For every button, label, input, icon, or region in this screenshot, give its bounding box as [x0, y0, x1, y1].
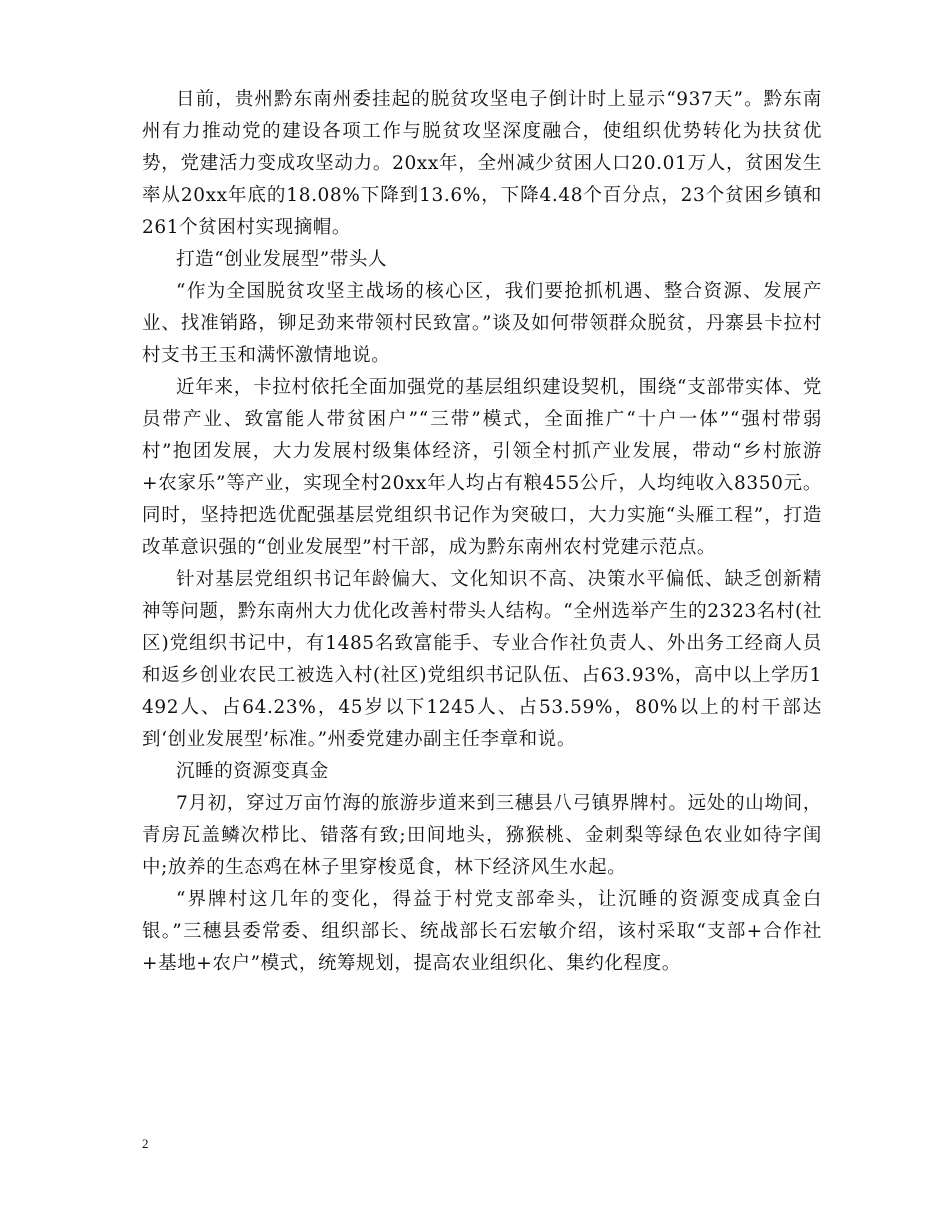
paragraph-kala-village: 近年来，卡拉村依托全面加强党的基层组织建设契机，围绕“支部带实体、党员带产业、致富能人带贫困户”“三带”模式，全面推广“十户一体”“强村带弱村”抱团发展，大力发展村级集体经济，引领全村抓产业发展，带动“乡村旅游+农家乐”等产业，实现全村20xx年人均占有粮455公斤，人均纯收入8350元。同时，坚持把选优配强基层党组织书记作为突破口，大力实施“头雁工程”，打造改革意识强的“创业发展型”村干部，成为黔东南州农村党建示范点。 — [142, 377, 822, 558]
section-heading-resources: 沉睡的资源变真金 — [176, 761, 329, 782]
page-number: 2 — [142, 1136, 149, 1151]
paragraph-jiepai-village: 7月初，穿过万亩竹海的旅游步道来到三穗县八弓镇界牌村。远处的山坳间，青房瓦盖鳞次栉比、错落有致;田间地头，猕猴桃、金刺梨等绿色农业如待字闺中;放养的生态鸡在林子里穿梭觅食，林下经济风生水起。 — [142, 793, 822, 878]
paragraph-leader-structure: 针对基层党组织书记年龄偏大、文化知识不高、决策水平偏低、缺乏创新精神等问题，黔东南州大力优化改善村带头人结构。“全州选举产生的2323名村(社区)党组织书记中，有1485名致富能手、专业合作社负责人、外出务工经商人员和返乡创业农民工被选入村(社区)党组织书记队伍、占63.93%，高中以上学历1492人、占64.23%，45岁以下1245人、占53.59%，80%以上的村干部达到‘创业发展型’标准。”州委党建办副主任李章和说。 — [142, 569, 822, 750]
paragraph-quote-shi: “界牌村这几年的变化，得益于村党支部牵头，让沉睡的资源变成真金白银。”三穗县委常委、组织部长、统战部长石宏敏介绍，该村采取“支部+合作社+基地+农户”模式，统筹规划，提高农业组织化、集约化程度。 — [142, 889, 822, 974]
document-body — [142, 84, 822, 980]
paragraph-quote-wang: “作为全国脱贫攻坚主战场的核心区，我们要抢抓机遇、整合资源、发展产业、找准销路，铆足劲来带领村民致富。”谈及如何带领群众脱贫，丹寨县卡拉村村支书王玉和满怀激情地说。 — [142, 281, 822, 366]
section-heading-leaders: 打造“创业发展型”带头人 — [176, 249, 388, 270]
paragraph-intro: 日前，贵州黔东南州委挂起的脱贫攻坚电子倒计时上显示“937天”。黔东南州有力推动党的建设各项工作与脱贫攻坚深度融合，使组织优势转化为扶贫优势，党建活力变成攻坚动力。20xx年，全州减少贫困人口20.01万人，贫困发生率从20xx年底的18.08%下降到13.6%，下降4.48个百分点，23个贫困乡镇和261个贫困村实现摘帽。 — [142, 89, 822, 238]
